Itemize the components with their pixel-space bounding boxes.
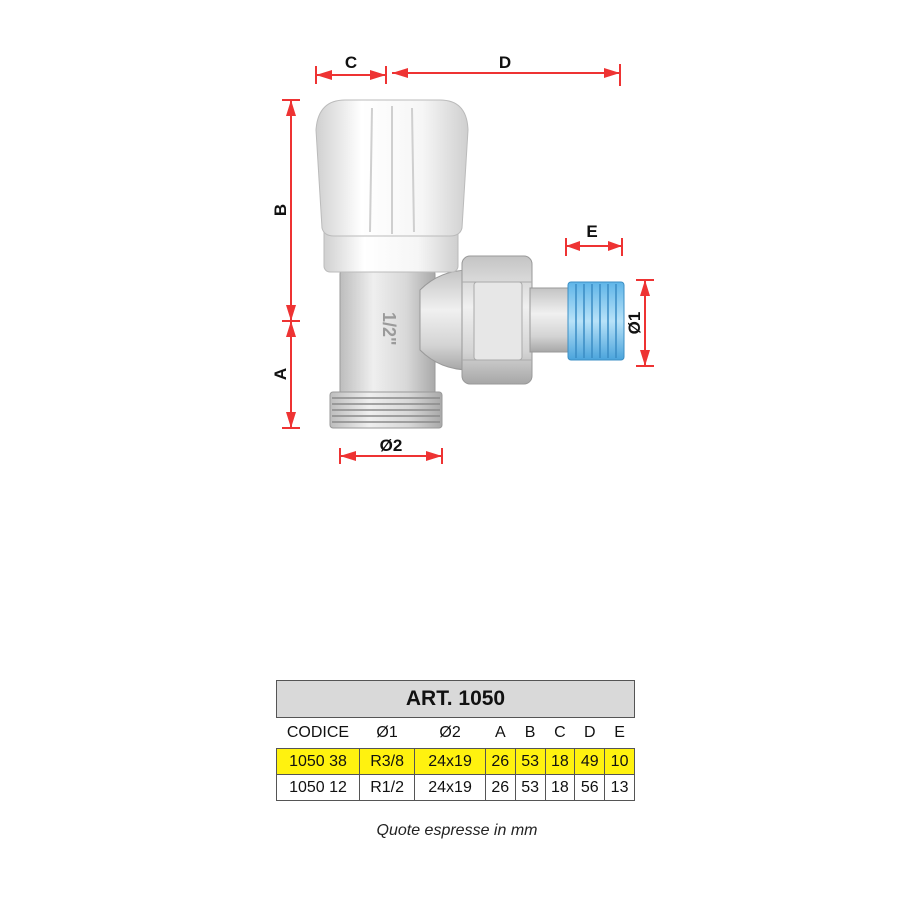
table-title-row	[277, 681, 635, 718]
col-header: CODICE	[286, 724, 350, 741]
col-header: Ø1	[376, 724, 398, 741]
table-cell: 24x19	[415, 775, 486, 801]
dimension-b	[271, 100, 300, 321]
table-cell: 18	[545, 749, 575, 775]
table-row	[277, 775, 635, 801]
dimension-b-label: B	[271, 203, 290, 217]
teflon-thread	[568, 282, 624, 360]
col-header: E	[614, 724, 625, 741]
table-cell: 56	[575, 775, 605, 801]
table-cell: 53	[515, 749, 545, 775]
spec-table	[276, 680, 635, 801]
col-header: B	[524, 724, 536, 741]
table-cell: 10	[605, 749, 635, 775]
col-header: A	[494, 724, 506, 741]
valve-body	[330, 268, 470, 428]
dimension-d2-label: Ø2	[379, 436, 403, 455]
union-nut	[462, 256, 532, 384]
table-cell: R1/2	[360, 775, 415, 801]
table-cell: 1050 12	[277, 775, 360, 801]
col-header: D	[583, 724, 596, 741]
dimension-d1-label: Ø1	[625, 311, 644, 335]
dimension-d2	[340, 436, 442, 464]
table-cell: 24x19	[415, 749, 486, 775]
table-cell: 1050 38	[277, 749, 360, 775]
dimension-e	[566, 222, 622, 256]
handwheel-cap	[316, 100, 468, 272]
table-title: ART. 1050	[277, 681, 635, 718]
table-cell: 49	[575, 749, 605, 775]
table-row-highlighted	[277, 749, 635, 775]
dimension-d1	[625, 280, 654, 366]
table-cell: R3/8	[360, 749, 415, 775]
table-cell: 53	[515, 775, 545, 801]
col-header: C	[554, 724, 566, 741]
table-header-row	[277, 718, 635, 749]
dimension-c	[316, 53, 386, 84]
dimension-d	[392, 53, 620, 86]
body-marking: 1/2"	[379, 312, 399, 346]
table-cell: 26	[485, 775, 515, 801]
dimension-e-label: E	[586, 222, 598, 241]
dimension-d-label: D	[498, 53, 512, 72]
table-cell: 26	[485, 749, 515, 775]
dimension-a	[271, 321, 300, 428]
dimension-a-label: A	[271, 367, 290, 381]
dimension-c-label: C	[344, 53, 358, 72]
units-note: Quote espresse in mm	[376, 822, 538, 839]
table-cell: 18	[545, 775, 575, 801]
col-header: Ø2	[439, 724, 461, 741]
table-cell: 13	[605, 775, 635, 801]
tail-piece	[530, 288, 572, 352]
